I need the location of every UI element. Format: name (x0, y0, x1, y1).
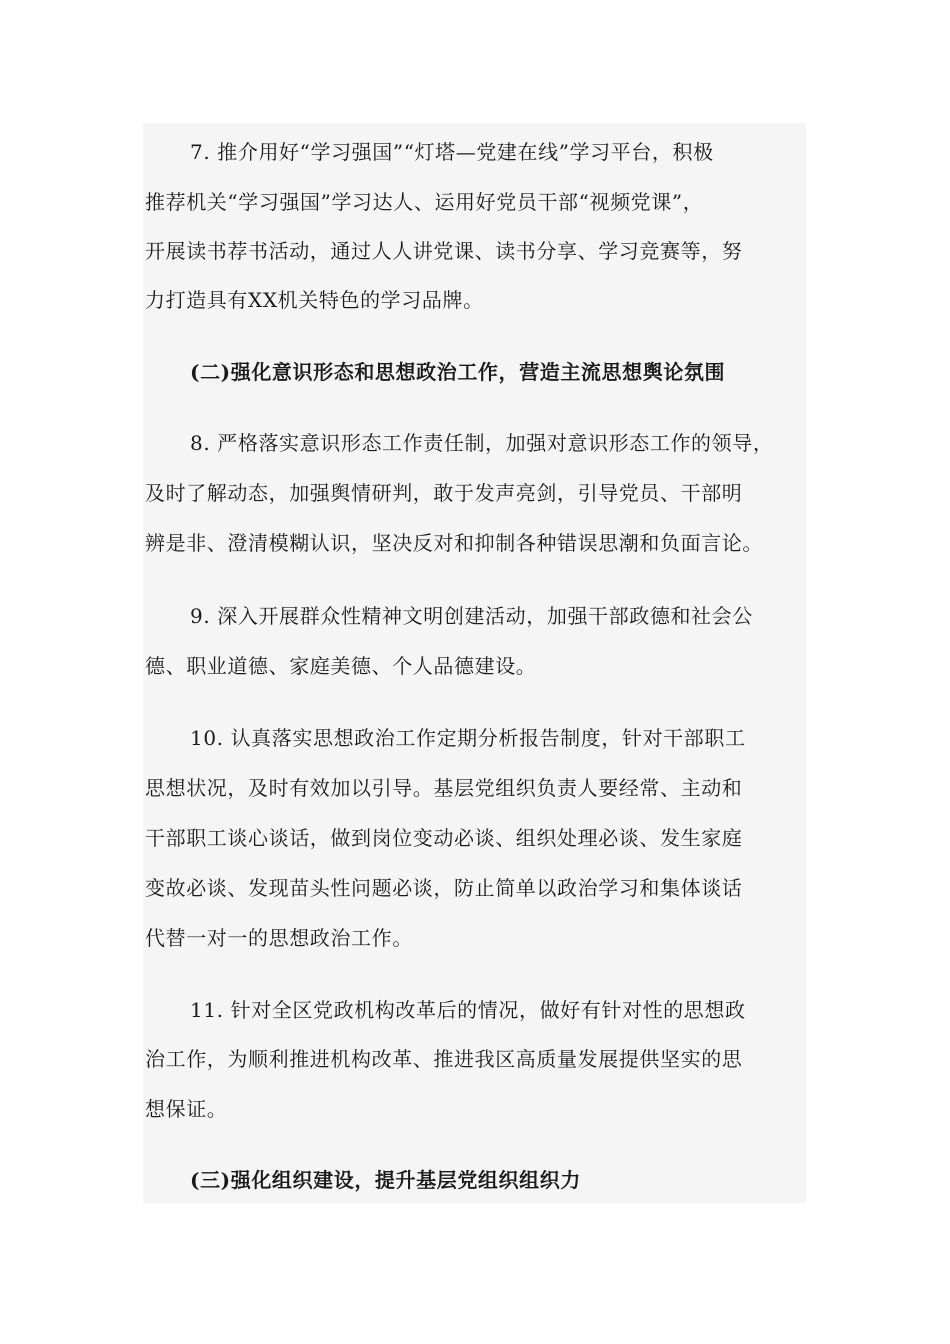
paragraph-9-line-1: 9. 深入开展群众性精神文明创建活动，加强干部政德和社会公 (190, 604, 753, 628)
paragraph-8-line-1: 8. 严格落实意识形态工作责任制，加强对意识形态工作的领导， (190, 428, 791, 458)
paragraph-10-line-3: 干部职工谈心谈话，做到岗位变动必谈、组织处理必谈、发生家庭 (145, 826, 743, 850)
paragraph-11-line-2: 治工作，为顺利推进机构改革、推进我区高质量发展提供坚实的思 (145, 1047, 743, 1071)
paragraph-7-line-2: 推荐机关“学习强国”学习达人、运用好党员干部“视频党课”， (145, 190, 704, 214)
paragraph-10-line-2: 思想状况，及时有效加以引导。基层党组织负责人要经常、主动和 (145, 776, 743, 800)
paragraph-11-line-3: 想保证。 (145, 1097, 228, 1121)
section-heading-2: (二)强化意识形态和思想政治工作，营造主流思想舆论氛围 (190, 360, 726, 384)
paragraph-10-line-1: 10. 认真落实思想政治工作定期分析报告制度，针对干部职工 (190, 726, 746, 750)
paragraph-7-line-4: 力打造具有XX机关特色的学习品牌。 (145, 288, 484, 312)
paragraph-8-line-2: 及时了解动态，加强舆情研判，敢于发声亮剑，引导党员、干部明 (145, 481, 743, 505)
paragraph-9-line-2: 德、职业道德、家庭美德、个人品德建设。 (145, 654, 537, 678)
section-heading-3: (三)强化组织建设，提升基层党组织组织力 (190, 1168, 581, 1192)
paragraph-10-line-5: 代替一对一的思想政治工作。 (145, 926, 413, 950)
paragraph-10-line-4: 变故必谈、发现苗头性问题必谈，防止简单以政治学习和集体谈话 (145, 876, 743, 900)
paragraph-11-line-1: 11. 针对全区党政机构改革后的情况，做好有针对性的思想政 (190, 998, 746, 1022)
paragraph-8-line-3: 辨是非、澄清模糊认识，坚决反对和抑制各种错误思潮和负面言论。 (145, 528, 781, 558)
paragraph-7-line-3: 开展读书荐书活动，通过人人讲党课、读书分享、学习竞赛等，努 (145, 239, 743, 263)
paragraph-7-line-1: 7. 推介用好“学习强国”“灯塔—党建在线”学习平台，积极 (190, 140, 714, 164)
